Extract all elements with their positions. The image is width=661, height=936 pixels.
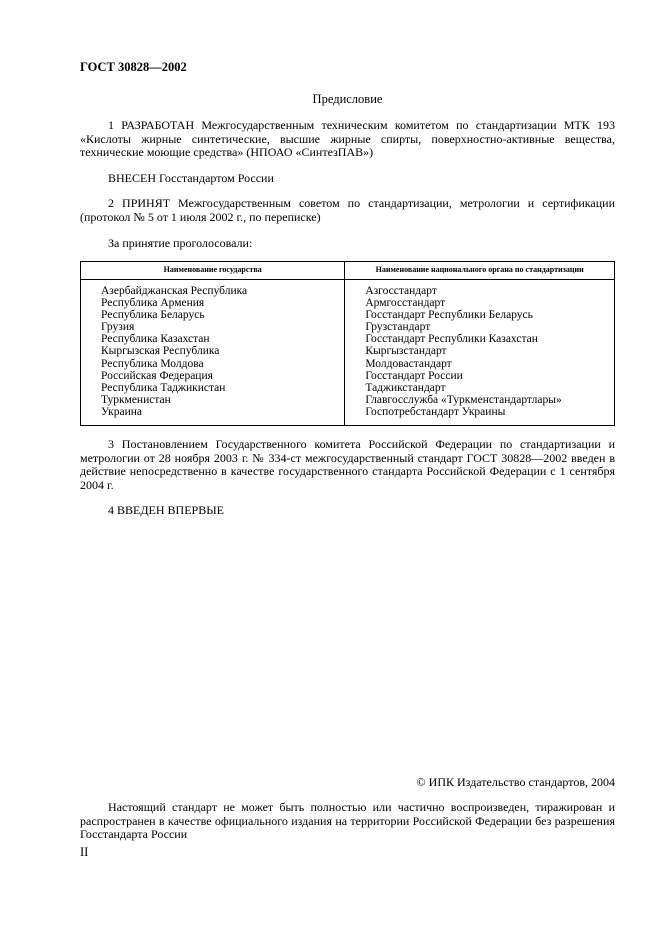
paragraph-first-introduced: 4 ВВЕДЕН ВПЕРВЫЕ [108,503,224,518]
table-row [81,279,615,297]
restriction-paragraph: Настоящий стандарт не может быть полностью или частично воспроизведен, тиражирован и распространен в качестве официального издания на территории Российской Федерации без разрешения Госстандарта России [80,800,615,842]
cell-body-name: Госстандарт России [345,370,615,382]
paragraph-voting-intro: За принятие проголосовали: [108,235,253,250]
copyright-line: © ИПК Издательство стандартов, 2004 [416,775,615,789]
cell-body-name: Молдовастандарт [345,358,615,370]
voting-table-wrap [80,261,615,426]
cell-body-name: Таджикстандарт [345,382,615,394]
cell-state-name: Кыргызская Республика [101,345,220,358]
cell-body-name: Азгосстандарт [345,279,615,297]
table-row [81,406,615,426]
footer-block [80,775,615,842]
cell-state-name: Грузия [101,321,135,334]
cell-body-name: Грузстандарт [345,321,615,333]
cell-body-name: Госстандарт Республики Казахстан [345,333,615,345]
table-row [81,309,615,321]
table-row [81,345,615,357]
cell-state-name: Республика Молдова [101,357,204,370]
table-row [81,382,615,394]
cell-state-name: Российская Федерация [101,369,213,382]
paragraph-developed: 1 РАЗРАБОТАН Межгосударственным техническим комитетом по стандартизации МТК 193 «Кислоты жирные синтетические, высшие жирные спирты, поверхностно-активные вещества, технические моющие средства» (НПОАО «СинтезПАВ») [80,118,615,160]
table-row [81,358,615,370]
cell-body-name: Кыргызстандарт [345,345,615,357]
cell-body-name: Госпотребстандарт Украины [345,406,615,426]
table-header-row [81,262,615,280]
column-header-state: Наименование государства [81,262,345,280]
doc-number: ГОСТ 30828—2002 [80,60,187,74]
table-row [81,370,615,382]
column-header-body: Наименование национального органа по стандартизации [345,262,615,280]
table-row [81,394,615,406]
voting-table-head [81,262,615,280]
table-row [81,297,615,309]
cell-state-name: Республика Казахстан [101,333,210,346]
paragraph-submitted: ВНЕСЕН Госстандартом России [108,170,274,185]
paragraph-decree: 3 Постановлением Государственного комитета Российской Федерации по стандартизации и метрологии от 28 ноября 2003 г. № 334-ст межгосударственный стандарт ГОСТ 30828—2002 введен в действие непосредственно в качестве государственного стандарта Российской Федерации с 1 сентября 2004 г. [80,436,615,492]
cell-body-name: Госстандарт Республики Беларусь [345,309,615,321]
page-number: II [80,845,89,859]
cell-state-name: Республика Армения [101,297,205,310]
voting-table [80,261,615,426]
cell-state-name: Республика Беларусь [101,309,205,322]
voting-table-body [81,279,615,425]
cell-body-name: Армгосстандарт [345,297,615,309]
cell-state-name: Туркменистан [101,393,171,406]
cell-body-name: Главгосслужба «Туркменстандартлары» [345,394,615,406]
page-title: Предисловие [312,92,383,106]
cell-state-name: Республика Таджикистан [101,381,226,394]
cell-state-name: Азербайджанская Республика [101,284,248,297]
paragraph-adopted: 2 ПРИНЯТ Межгосударственным советом по стандартизации, метрологии и сертификации (протокол № 5 от 1 июля 2002 г., по переписке) [80,196,615,224]
table-row [81,333,615,345]
table-row [81,321,615,333]
cell-state-name: Украина [101,405,142,418]
